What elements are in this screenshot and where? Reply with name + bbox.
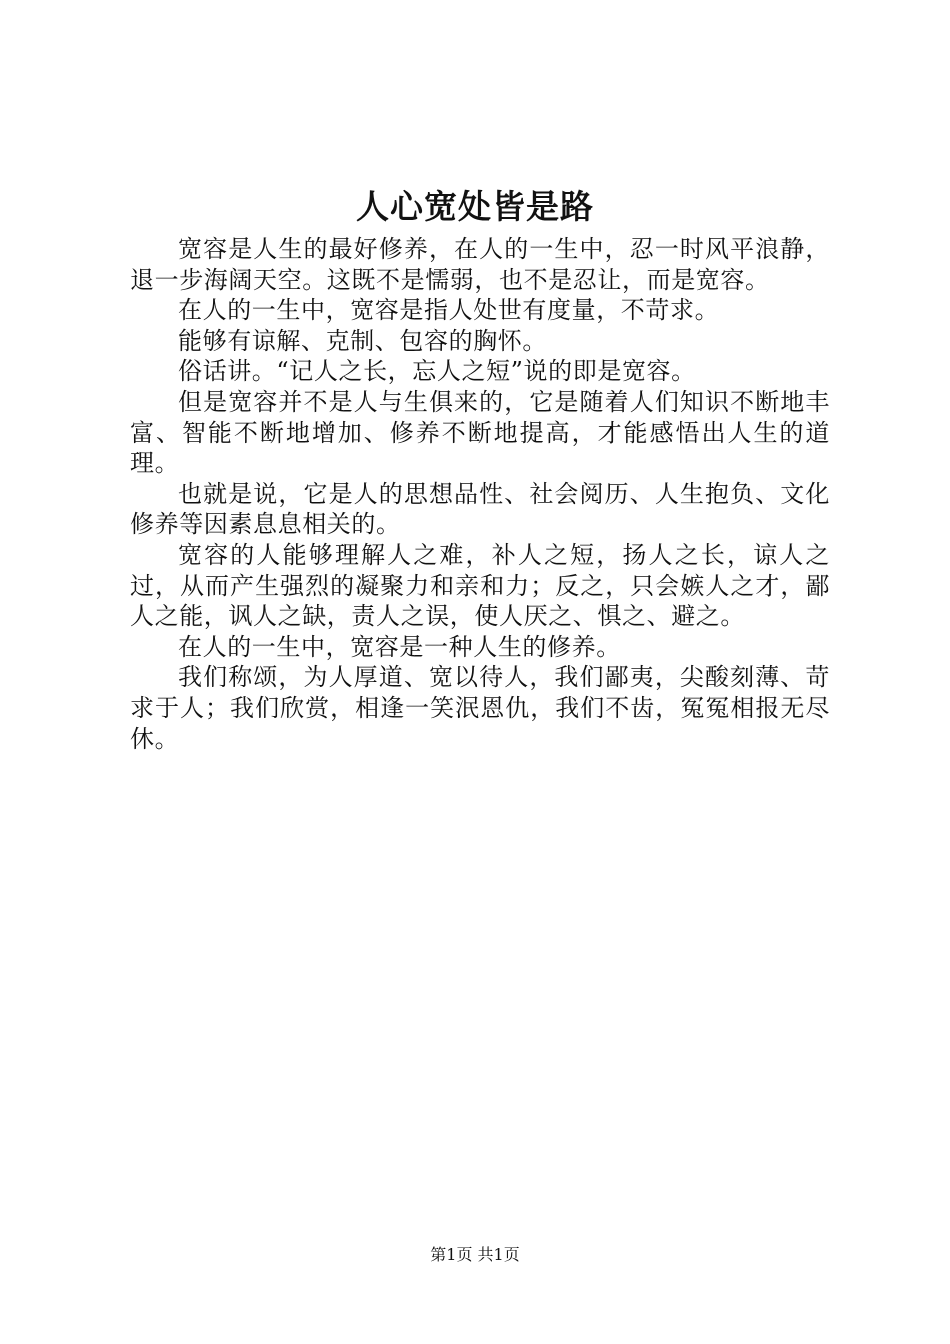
paragraph: 俗话讲。“记人之长，忘人之短”说的即是宽容。 [178, 357, 696, 386]
paragraph: 在人的一生中，宽容是一种人生的修养。 [178, 632, 621, 661]
paragraph: 能够有谅解、克制、包容的胸怀。 [178, 326, 547, 355]
document-body [130, 234, 830, 754]
paragraph: 我们称颂，为人厚道、宽以待人，我们鄙夷，尖酸刻薄、苛求于人；我们欣赏，相逢一笑泯恩仇，我们不齿，冤冤相报无尽休。 [130, 663, 830, 753]
paragraph: 宽容的人能够理解人之难，补人之短，扬人之长，谅人之过，从而产生强烈的凝聚力和亲和力；反之，只会嫉人之才，鄙人之能，讽人之缺，责人之误，使人厌之、惧之、避之。 [130, 540, 830, 631]
paragraph: 宽容是人生的最好修养，在人的一生中，忍一时风平浪静，退一步海阔天空。这既不是懦弱，也不是忍让，而是宽容。 [130, 235, 830, 294]
document-title: 人心宽处皆是路 [356, 187, 594, 226]
paragraph: 在人的一生中，宽容是指人处世有度量，不苛求。 [178, 296, 720, 325]
page-number-footer: 第1页 共1页 [430, 1245, 520, 1264]
paragraph: 也就是说，它是人的思想品性、社会阅历、人生抱负、文化修养等因素息息相关的。 [130, 479, 830, 539]
paragraph: 但是宽容并不是人与生俱来的，它是随着人们知识不断地丰富、智能不断地增加、修养不断地提高，才能感悟出人生的道理。 [130, 387, 830, 478]
